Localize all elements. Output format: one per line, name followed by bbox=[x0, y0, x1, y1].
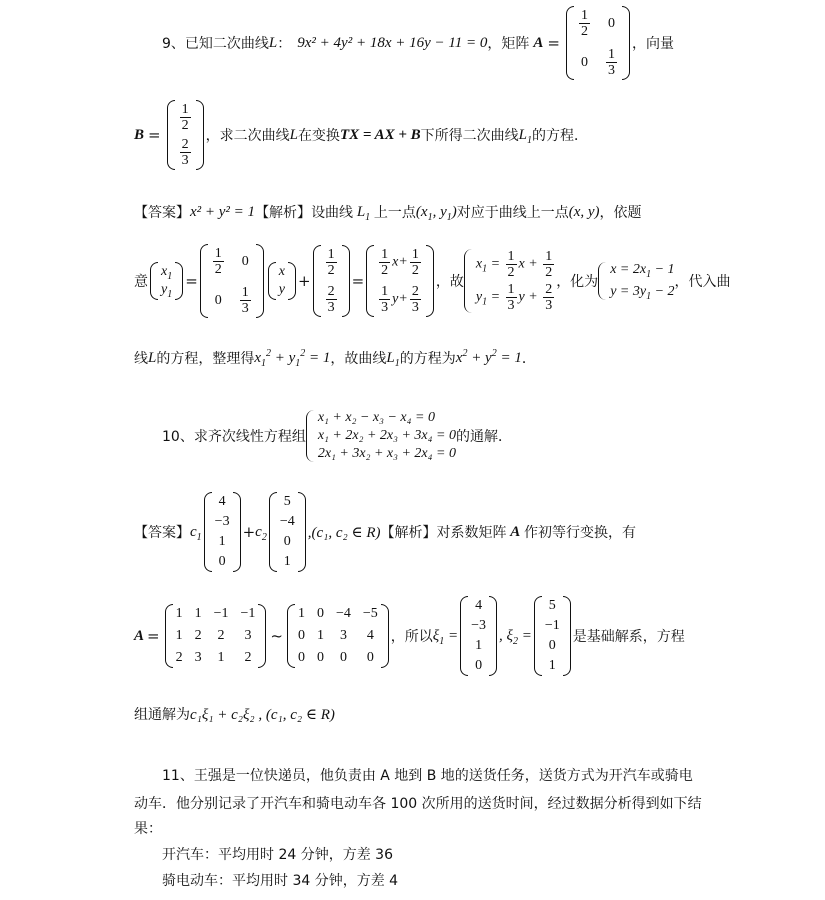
a10-matA-cell-3: −1 bbox=[240, 606, 256, 621]
q9-curve-L: L bbox=[289, 126, 298, 143]
q11-car: 开汽车：平均用时 24 分钟，方差 36 bbox=[162, 847, 393, 863]
a9-line3-a: 线 bbox=[134, 351, 148, 367]
a9-text2: 上一点 bbox=[373, 205, 416, 221]
a10-xi1-cell-0: 4 bbox=[475, 598, 483, 613]
q9-transform: TX = AX + B bbox=[339, 126, 421, 143]
a10-xi2-cell-3: 1 bbox=[548, 658, 556, 673]
a10-cond: ,(c₁, c₂ ∈ R) bbox=[307, 524, 381, 541]
a9-matrix-A: $\frac{1}{2}$ 0 0 $\frac{1}{3}$ bbox=[200, 244, 264, 318]
a10-matA-cell-5: 2 bbox=[194, 628, 202, 643]
a10-v2-cell-2: 0 bbox=[283, 534, 291, 549]
q10-eq2: x₁ + 2x₂ + 2x₃ + 3x₄ = 0 bbox=[317, 428, 456, 443]
a9-text4: ，依题 bbox=[599, 205, 642, 221]
a10-matR-cell-8: 0 bbox=[297, 650, 305, 665]
a9-line3-e: ． bbox=[521, 351, 536, 367]
a10-matR-cell-4: 0 bbox=[297, 628, 305, 643]
q10-system bbox=[306, 410, 456, 462]
a10-xi2-cell-1: −1 bbox=[544, 618, 560, 633]
q9-vector-B-symbol: B bbox=[134, 126, 145, 143]
a10-xi1-cell-1: −3 bbox=[471, 618, 487, 633]
a9-line3: 线 L 的方程，整理得 $x_1^2 + y_1^2 = 1$ ，故曲线 $L_1$ 的方程为 $x^2 + y^2 = 1$ ． bbox=[134, 347, 536, 369]
q9-matrix-label: ，矩阵 bbox=[487, 36, 530, 52]
a10-general-b: c₁ξ₁ + c₂ξ₂ , (c₁, c₂ ∈ R) bbox=[190, 706, 335, 723]
q11-line1: 11、王强是一位快递员，他负责由 A 地到 B 地的送货任务，送货方式为开汽车或骑电 bbox=[162, 768, 693, 784]
a10-matR-cell-7: 4 bbox=[366, 628, 374, 643]
a10-v1-cell-2: 1 bbox=[218, 534, 226, 549]
a10-v1-cell-1: −3 bbox=[214, 514, 230, 529]
a10-matA-cell-1: 1 bbox=[194, 606, 202, 621]
a10-matA-cell-9: 3 bbox=[194, 650, 202, 665]
a10-matA-cell-11: 2 bbox=[244, 650, 252, 665]
q9-curve-L1: $L_1$ bbox=[518, 126, 533, 146]
a10-xi2 bbox=[534, 596, 571, 676]
a10-matA-cell-6: 2 bbox=[217, 628, 225, 643]
a9-line3-d: 的方程为 bbox=[399, 351, 456, 367]
a10-matR-cell-0: 1 bbox=[297, 606, 305, 621]
a9-daiqu: ，代入曲 bbox=[674, 274, 731, 290]
q10-number: 10、求齐次线性方程组 bbox=[162, 429, 306, 445]
a10-matA-cell-2: −1 bbox=[213, 606, 229, 621]
a10-v2-cell-0: 5 bbox=[283, 494, 291, 509]
a9-yi: 意 bbox=[134, 274, 148, 290]
q10-line bbox=[162, 410, 512, 462]
q9-colon: ： bbox=[277, 36, 292, 52]
a10-matR-cell-11: 0 bbox=[366, 650, 374, 665]
a9-gu: ，故 bbox=[435, 274, 464, 290]
a10-suoyi: ，所以 bbox=[390, 629, 433, 645]
q9-question4: 的方程． bbox=[532, 128, 589, 144]
a9-answer: x² + y² = 1 bbox=[190, 203, 256, 220]
q9-number: 9、已知二次曲线 bbox=[162, 36, 269, 52]
a10-general-a: 组通解为 bbox=[134, 707, 190, 723]
a10-text2: 作初等行变换，有 bbox=[524, 525, 637, 541]
a10-matrix-R bbox=[287, 604, 389, 668]
a10-matR-cell-6: 3 bbox=[339, 628, 347, 643]
a10-matA-cell-10: 1 bbox=[217, 650, 225, 665]
a10-line3 bbox=[134, 704, 335, 724]
a9-line3-c: ，故曲线 bbox=[330, 351, 387, 367]
a10-matR-cell-9: 0 bbox=[316, 650, 324, 665]
q11-ebike: 骑电动车：平均用时 34 分钟，方差 4 bbox=[162, 873, 399, 889]
a9-answer-tag: 【答案】 bbox=[134, 205, 190, 221]
a10-line2: A = 1 1 −1 −1 1 2 2 3 2 3 1 2 ~ 1 0 −4 −5 0 1 3 4 0 0 0 0 ，所以 $\xi_1$ = 4 −3 1 0 , $\xi_2$ = 5 −1 0 1 是基础解系，方程 bbox=[134, 596, 685, 676]
a10-xi1 bbox=[460, 596, 497, 676]
a9-text3: 对应于曲线上一点 bbox=[456, 205, 569, 221]
a10-matR-cell-5: 1 bbox=[316, 628, 324, 643]
a10-matR-cell-2: −4 bbox=[335, 606, 351, 621]
a10-text1: 对系数矩阵 bbox=[436, 525, 507, 541]
a10-matA-cell-4: 1 bbox=[175, 628, 183, 643]
a9-huawei: ，化为 bbox=[556, 274, 599, 290]
a10-v1-cell-0: 4 bbox=[218, 494, 226, 509]
q9-equation: 9x² + 4y² + 18x + 16y − 11 = 0 bbox=[297, 34, 488, 51]
a10-v2-cell-3: 1 bbox=[283, 554, 291, 569]
a10-xi1-cell-2: 1 bbox=[475, 638, 483, 653]
a10-matR-cell-3: −5 bbox=[362, 606, 378, 621]
q9-vector-label: ，向量 bbox=[631, 36, 674, 52]
a10-line1: 【答案】 $c_1$ 4 −3 1 0 + $c_2$ 5 −4 0 1 ,(c₁, c₂ ∈ R) 【解析】 对系数矩阵 A 作初等行变换，有 bbox=[134, 492, 636, 572]
a10-matR-cell-1: 0 bbox=[316, 606, 324, 621]
a10-matA-cell-0: 1 bbox=[175, 606, 183, 621]
a10-matR-cell-10: 0 bbox=[339, 650, 347, 665]
a10-vector1 bbox=[204, 492, 241, 572]
q9-matrix-A-symbol: A bbox=[533, 34, 544, 51]
a10-answer-tag: 【答案】 bbox=[134, 525, 190, 541]
q9-vector-B: $\frac{1}{2}$ $\frac{2}{3}$ bbox=[167, 100, 204, 170]
a10-matrix-A bbox=[165, 604, 267, 668]
a9-analysis-tag: 【解析】 bbox=[255, 205, 312, 221]
q10-eq3: 2x₁ + 3x₂ + x₃ + 2x₄ = 0 bbox=[317, 446, 456, 461]
a10-v2-cell-1: −4 bbox=[279, 514, 295, 529]
a9-line3-b: 的方程，整理得 bbox=[156, 351, 255, 367]
a9-line2: 意 $x_1$ $y_1$ = $\frac{1}{2}$ 0 0 $\frac{1}{3}$ x y + $\frac{1}{2}$ $\frac{2}{3}$ = $\frac{1}{2}$ x+ $\frac{1}{2}$ $\frac{1}{3}$ y+ $\frac{2}{3}$ ，故 $x_1$ = $\frac{1}{2}$ x + $\frac{1}{2}$ $y_1$ = $\frac{1}{3}$ y + $\frac{2}{3}$ ，化为 $x = 2x_1 - 1$ $y = 3y_1 - 2$ ，代入曲 bbox=[134, 246, 731, 316]
a10-analysis-tag: 【解析】 bbox=[380, 525, 437, 541]
q11-line2: 动车．他分别记录了开汽车和骑电动车各 100 次所用的送货时间，经过数据分析得到如下结 bbox=[134, 796, 702, 812]
a10-vector2 bbox=[269, 492, 306, 572]
q9-curve-name: L bbox=[268, 34, 278, 51]
q10-tail: 的通解． bbox=[455, 429, 512, 445]
q9-equals: = bbox=[547, 34, 560, 52]
q9-question3: 下所得二次曲线 bbox=[420, 128, 519, 144]
q9-matrix-A: $\frac{1}{2}$ 0 0 $\frac{1}{3}$ bbox=[566, 6, 630, 80]
q11-line3: 果： bbox=[134, 821, 162, 837]
q10-eq1: x₁ + x₂ − x₃ − x₄ = 0 bbox=[317, 410, 435, 425]
a9-line1: 【答案】 x² + y² = 1 【解析】 设曲线 $L_1$ 上一点 ($x_1$, $y_1$) 对应于曲线上一点 (x, y) ，依题 bbox=[134, 203, 642, 223]
q9-question: ，求二次曲线 bbox=[205, 128, 290, 144]
a10-basic: 是基础解系，方程 bbox=[572, 629, 685, 645]
a10-xi2-cell-2: 0 bbox=[548, 638, 556, 653]
a9-text1: 设曲线 bbox=[311, 205, 354, 221]
a10-xi2-cell-0: 5 bbox=[548, 598, 556, 613]
a10-v1-cell-3: 0 bbox=[218, 554, 226, 569]
q9-question2: 在变换 bbox=[297, 128, 340, 144]
q9-line1 bbox=[162, 6, 674, 80]
a10-xi1-cell-3: 0 bbox=[475, 658, 483, 673]
q9-line2: B = $\frac{1}{2}$ $\frac{2}{3}$ ，求二次曲线 L 在变换 TX = AX + B 下所得二次曲线 $L_1$ 的方程． bbox=[134, 102, 589, 168]
a10-matA-cell-8: 2 bbox=[175, 650, 183, 665]
a10-matA-cell-7: 3 bbox=[244, 628, 252, 643]
